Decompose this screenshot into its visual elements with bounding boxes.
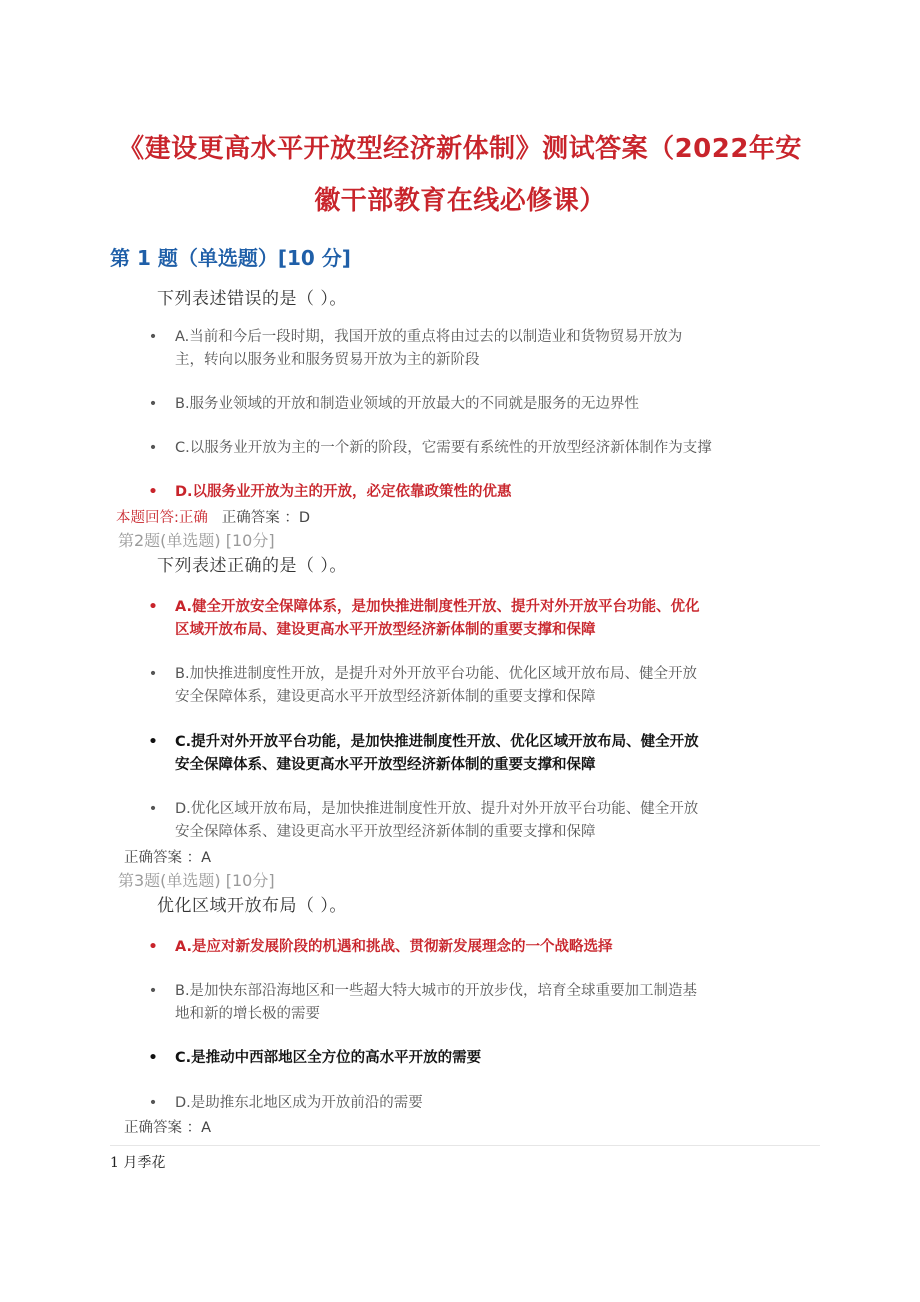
footer-divider	[110, 1145, 820, 1146]
question-1-option-b: • B.服务业领域的开放和制造业领域的开放最大的不同就是服务的无边界性	[175, 393, 825, 416]
question-1-stem: 下列表述错误的是（ ）。	[157, 289, 347, 309]
bullet-dot-icon: •	[148, 396, 158, 412]
bullet-dot-icon: •	[148, 329, 158, 345]
question-1-option-d-correct: • D.以服务业开放为主的开放，必定依靠政策性的优惠	[175, 481, 825, 504]
question-2-option-d: • D.优化区域开放布局，是加快推进制度性开放、提升对外开放平台功能、健全开放 安全保障体系、建设更高水平开放型经济新体制的重要支撑和保障	[175, 798, 825, 844]
question-3-option-a-correct: • A.是应对新发展阶段的机遇和挑战、贯彻新发展理念的一个战略选择	[175, 936, 825, 959]
question-3-option-d: • D.是助推东北地区成为开放前沿的需要	[175, 1092, 825, 1115]
bullet-dot-icon: •	[148, 599, 158, 615]
question-3-option-b: • B.是加快东部沿海地区和一些超大特大城市的开放步伐，培育全球重要加工制造基 地和新的增长极的需要	[175, 980, 825, 1026]
question-1-response-status: 本题回答:正确	[116, 510, 208, 526]
question-2-correct-answer: 正确答案 ：A	[124, 850, 212, 866]
bullet-dot-icon: •	[148, 801, 158, 817]
bullet-dot-icon: •	[148, 440, 158, 456]
question-3-correct-answer: 正确答案 ：A	[124, 1120, 212, 1136]
bullet-dot-icon: •	[148, 1050, 158, 1066]
question-3-option-c: • C.是推动中西部地区全方位的高水平开放的需要	[175, 1047, 825, 1070]
document-title-line-1: 《建设更高水平开放型经济新体制》测试答案（2022年安	[118, 134, 802, 164]
page-footer: 1 月季花	[110, 1155, 166, 1171]
question-2-header: 第2题(单选题) [10分]	[118, 531, 275, 550]
question-1-option-c: • C.以服务业开放为主的一个新的阶段，它需要有系统性的开放型经济新体制作为支撑	[175, 437, 835, 460]
bullet-dot-icon: •	[148, 939, 158, 955]
question-2-option-b: • B.加快推进制度性开放，是提升对外开放平台功能、优化区域开放布局、健全开放 安全保障体系，建设更高水平开放型经济新体制的重要支撑和保障	[175, 663, 825, 709]
question-1-correct-answer: 正确答案 ：D	[221, 510, 310, 526]
bullet-dot-icon: •	[148, 484, 158, 500]
bullet-dot-icon: •	[148, 983, 158, 999]
question-1-answer-row	[116, 506, 310, 527]
question-1-header: 第 1 题（单选题）[10 分]	[110, 246, 351, 270]
document-title-line-2: 徽干部教育在线必修课）	[314, 186, 606, 216]
question-3-header: 第3题(单选题) [10分]	[118, 871, 275, 890]
bullet-dot-icon: •	[148, 666, 158, 682]
bullet-dot-icon: •	[148, 1095, 158, 1111]
question-2-stem: 下列表述正确的是（ ）。	[157, 556, 347, 576]
question-3-stem: 优化区域开放布局（ ）。	[157, 896, 347, 916]
question-2-option-c: • C.提升对外开放平台功能，是加快推进制度性开放、优化区域开放布局、健全开放 安全保障体系、建设更高水平开放型经济新体制的重要支撑和保障	[175, 731, 825, 777]
bullet-dot-icon: •	[148, 734, 158, 750]
question-1-option-a: • A.当前和今后一段时期，我国开放的重点将由过去的以制造业和货物贸易开放为 主，转向以服务业和服务贸易开放为主的新阶段	[175, 326, 825, 372]
question-2-option-a-correct: • A.健全开放安全保障体系，是加快推进制度性开放、提升对外开放平台功能、优化 区域开放布局、建设更高水平开放型经济新体制的重要支撑和保障	[175, 596, 825, 642]
